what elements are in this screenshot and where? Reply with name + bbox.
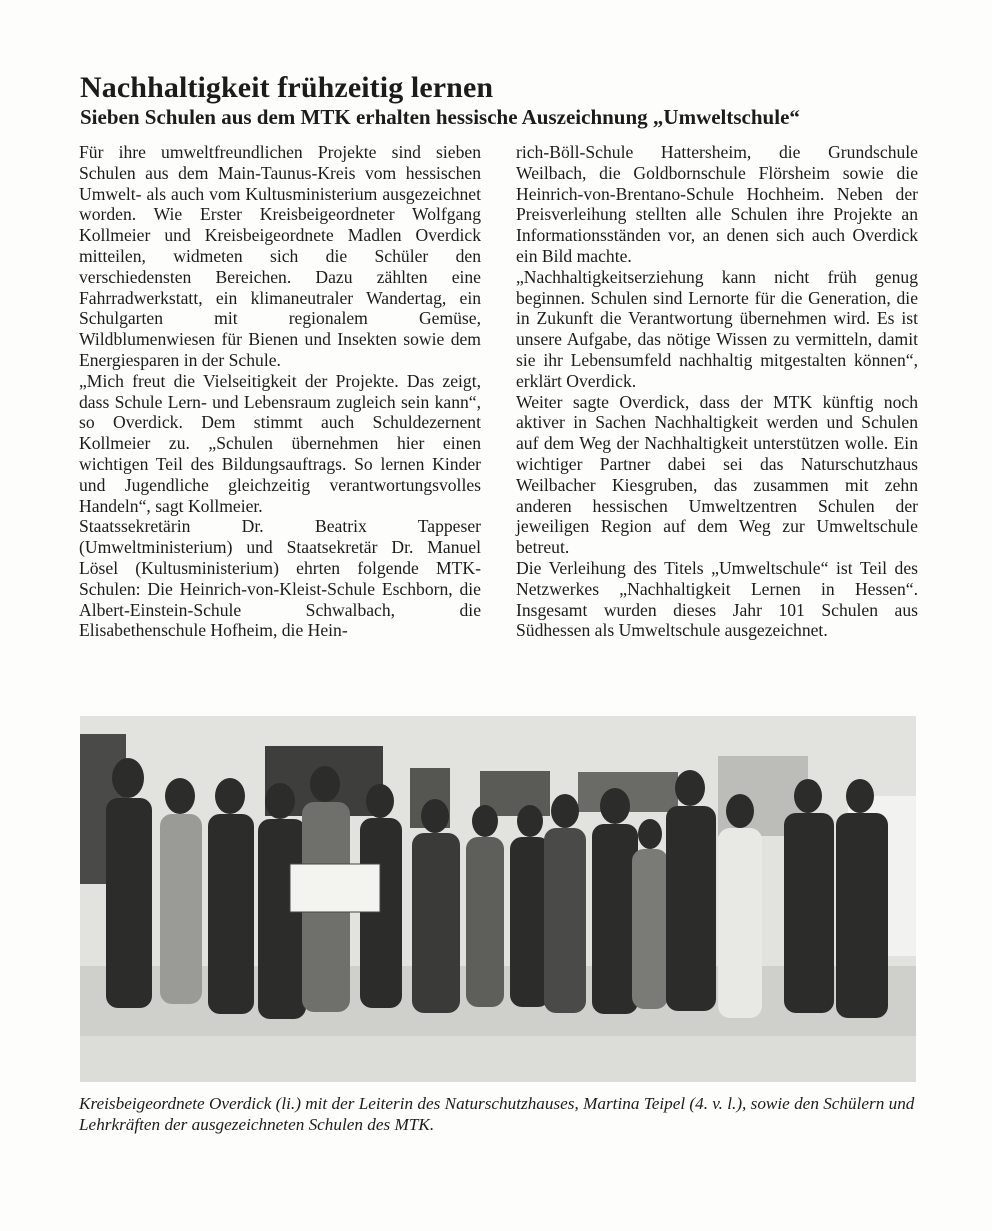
group-photo-illustration bbox=[80, 716, 916, 1082]
paragraph: rich-Böll-Schule Hattersheim, die Grundschule Weilbach, die Goldbornschule Flörsheim sowie die Heinrich-von-Brentano-Schule Hochheim. Neben der Preisverleihung stellten alle Schulen ihre Projekte an Informationsständen vor, an denen sich auch Overdick ein Bild machte. bbox=[516, 142, 918, 266]
article-column-right bbox=[516, 142, 918, 641]
group-photo bbox=[80, 716, 916, 1082]
article-subheadline: Sieben Schulen aus dem MTK erhalten hessische Auszeichnung „Umweltschule“ bbox=[80, 105, 800, 129]
paragraph: Weiter sagte Overdick, dass der MTK künftig noch aktiver in Sachen Nachhaltigkeit werden und Schulen auf dem Weg der Nachhaltigkeit unterstützen wolle. Ein wichtiger Partner dabei sei das Naturschutzhaus Weilbacher Kiesgruben, das zusammen mit zehn anderen hessischen Umweltzentren Schulen der jeweiligen Region auf dem Weg zur Umweltschule betreut. bbox=[516, 391, 918, 558]
article-headline: Nachhaltigkeit frühzeitig lernen bbox=[80, 71, 494, 104]
photo-caption: Kreisbeigeordnete Overdick (li.) mit der Leiterin des Naturschutzhauses, Martina Teipel (4. v. l.), sowie den Schülern und Lehrkräften der ausgezeichneten Schulen des MTK. bbox=[79, 1094, 915, 1134]
paragraph: Die Verleihung des Titels „Umweltschule“ ist Teil des Netzwerkes „Nachhaltigkeit Lernen in Hessen“. Insgesamt wurden dieses Jahr 101 Schulen aus Südhessen als Umweltschule ausgezeichnet. bbox=[516, 557, 918, 641]
article-column-left bbox=[79, 142, 481, 641]
paragraph: Staatssekretärin Dr. Beatrix Tappeser (Umweltministerium) und Staatsekretär Dr. Manuel Lösel (Kultusministerium) ehrten folgende MTK-Schulen: Die Heinrich-von-Kleist-Schule Eschborn, die Albert-Einstein-Schule Schwalbach, die Elisabethenschule Hofheim, die Hein- bbox=[79, 516, 481, 641]
paragraph: „Mich freut die Vielseitigkeit der Projekte. Das zeigt, dass Schule Lern- und Lebensraum zugleich sein kann“, so Overdick. Dem stimmt auch Schuldezernent Kollmeier zu. „Schulen übernehmen hier einen wichtigen Teil des Bildungsauftrags. So lernen Kinder und Jugendliche gleichzeitig verantwortungsvolles Handeln“, sagt Kollmeier. bbox=[79, 370, 481, 516]
paragraph: „Nachhaltigkeitserziehung kann nicht früh genug beginnen. Schulen sind Lernorte für die Generation, die in Zukunft die Verantwortung übernehmen wird. Es ist unsere Aufgabe, das nötige Wissen zu vermitteln, damit sie ihr Lebensumfeld nachhaltig mitgestalten können“, erklärt Overdick. bbox=[516, 266, 918, 391]
paragraph: Für ihre umweltfreundlichen Projekte sind sieben Schulen aus dem Main-Taunus-Kreis vom hessischen Umwelt- als auch vom Kultusministerium ausgezeichnet worden. Wie Erster Kreisbeigeordneter Wolfgang Kollmeier und Kreisbeigeordnete Madlen Overdick mitteilen, widmeten sich die Schüler den verschiedensten Bereichen. Dazu zählten eine Fahrradwerkstatt, ein klimaneutraler Wandertag, ein Schulgarten mit regionalem Gemüse, Wildblumenwiesen für Bienen und Insekten sowie dem Energiesparen in der Schule. bbox=[79, 142, 481, 370]
